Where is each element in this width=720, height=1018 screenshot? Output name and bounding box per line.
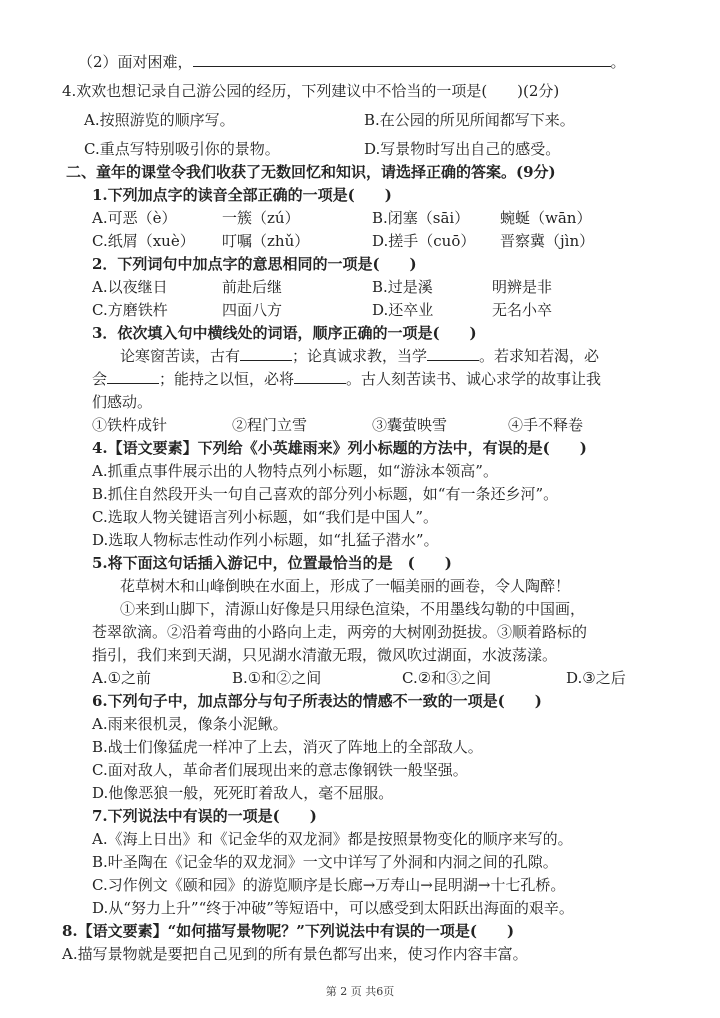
text-line: [566, 667, 626, 689]
page-footer: 第 2 页 共6页: [325, 985, 395, 998]
text-line: [92, 713, 288, 735]
line-text: A.按照游览的顺序写。: [84, 111, 235, 129]
text-line: [120, 575, 570, 597]
question-heading: [92, 322, 477, 344]
text-line: [92, 483, 558, 505]
text-line: [402, 667, 491, 689]
line-text: B.叶圣陶在《记金华的双龙洞》一文中详写了外洞和内洞之间的孔隙。: [92, 853, 558, 871]
question-heading: [92, 690, 542, 712]
line-text: 四面八方: [222, 301, 283, 319]
line-text: 指引，我们来到天湖，只见湖水清澈无瑕，微风吹过湖面，水波荡漾。: [92, 646, 558, 664]
question-heading: [92, 805, 317, 827]
question-heading: [92, 552, 452, 574]
text-line: [92, 460, 498, 482]
line-text: D.从“努力上升”“终于冲破”等短语中，可以感受到太阳跃出海面的艰辛。: [92, 899, 574, 917]
line-text: 6.下列句子中，加点部分与句子所表达的情感不一致的一项是( ): [92, 692, 542, 710]
line-text: B.闭塞（sāi）: [372, 209, 470, 227]
text-line: [500, 207, 591, 229]
question-heading: [66, 161, 556, 183]
question-heading: [92, 437, 587, 459]
line-text: A.①之前: [92, 669, 152, 687]
text-line: [372, 230, 475, 252]
text-line: [372, 207, 469, 229]
line-text: ②程门立雪: [232, 416, 308, 434]
line-text: 晋察冀（jìn）: [500, 232, 595, 250]
text-line: [232, 667, 321, 689]
text-line: [492, 299, 552, 321]
line-text: A.抓重点事件展示出的人物特点列小标题，如“游泳本领高”。: [92, 462, 498, 480]
text-line: [92, 276, 168, 298]
line-text: C.方磨铁杵: [92, 301, 168, 319]
text-line: [222, 230, 309, 252]
line-text: 。若求知若渴，必: [479, 347, 600, 365]
line-text: 明辨是非: [492, 278, 553, 296]
line-text: A.雨来很机灵，像条小泥鳅。: [92, 715, 288, 733]
text-line: [92, 851, 558, 873]
line-text: 2．下列词句中加点字的意思相同的一项是( ): [92, 255, 417, 273]
question-heading: [92, 184, 392, 206]
line-text: A.可恶（è）: [92, 209, 177, 227]
answer-blank[interactable]: [240, 346, 292, 361]
text-line: [92, 736, 483, 758]
text-line: [372, 299, 433, 321]
question-heading: [92, 253, 417, 275]
line-text: D.选取人物标志性动作列小标题，如“扎猛子潜水”。: [92, 531, 439, 549]
answer-blank[interactable]: [107, 369, 159, 384]
line-text: C.重点写特别吸引你的景物。: [84, 140, 280, 158]
line-text: ④手不释卷: [508, 416, 584, 434]
line-text: 花草树木和山峰倒映在水面上，形成了一幅美丽的画卷，令人陶醉！: [120, 577, 571, 595]
line-text: 论寒窗苦读，古有: [120, 347, 241, 365]
line-text: 会: [92, 370, 108, 388]
line-text: C.纸屑（xuè）: [92, 232, 195, 250]
text-line: [92, 621, 587, 643]
line-text: 。: [610, 53, 626, 71]
text-line: [222, 207, 300, 229]
line-text: A.以夜继日: [92, 278, 168, 296]
line-text: 4.欢欢也想记录自己游公园的经历，下列建议中不恰当的一项是( )(2分): [62, 82, 560, 100]
text-line: [92, 782, 393, 804]
text-line: [92, 299, 168, 321]
text-line: [222, 276, 282, 298]
text-line: [92, 529, 439, 551]
line-text: （2）面对困难，: [78, 53, 193, 71]
line-text: ；论真诚求教，当学: [292, 347, 428, 365]
line-text: B.战士们像猛虎一样冲了上去，消灭了阵地上的全部敌人。: [92, 738, 483, 756]
text-line: [364, 138, 560, 160]
line-text: 5.将下面这句话插入游记中，位置最恰当的是 ( ): [92, 554, 452, 572]
text-line: [120, 345, 599, 367]
line-text: B.①和②之间: [232, 669, 322, 687]
text-line: [508, 414, 583, 436]
answer-blank[interactable]: [193, 52, 611, 67]
line-text: 4.【语文要素】下列给《小英雄雨来》列小标题的方法中，有误的是( ): [92, 439, 587, 457]
text-line: [84, 138, 280, 160]
text-line: [222, 299, 282, 321]
line-text: C.面对敌人，革命者们展现出来的意志像钢铁一般坚强。: [92, 761, 468, 779]
line-text: B.过是溪: [372, 278, 433, 296]
question-heading: [62, 920, 514, 942]
text-line: [92, 230, 195, 252]
text-line: [62, 80, 559, 102]
text-line: [92, 368, 601, 390]
text-line: [92, 506, 438, 528]
line-text: 8.【语文要素】“如何描写景物呢？”下列说法中有误的一项是( ): [62, 922, 515, 940]
line-text: 前赴后继: [222, 278, 283, 296]
line-text: 1.下列加点字的读音全部正确的一项是( ): [92, 186, 392, 204]
text-line: [92, 667, 151, 689]
line-text: 苍翠欲滴。②沿着弯曲的小路向上走，两旁的大树刚劲挺拔。③顺着路标的: [92, 623, 588, 641]
line-text: A.《海上日出》和《记金华的双龙洞》都是按照景物变化的顺序来写的。: [92, 830, 573, 848]
answer-blank[interactable]: [294, 369, 346, 384]
line-text: D.③之后: [566, 669, 626, 687]
text-line: [92, 759, 468, 781]
text-line: [120, 598, 585, 620]
line-text: 。古人刻苦读书、诚心求学的故事让我: [346, 370, 602, 388]
text-line: [364, 109, 575, 131]
line-text: 蜿蜒（wān）: [500, 209, 592, 227]
text-line: [92, 897, 574, 919]
text-line: [78, 51, 626, 73]
text-line: [500, 230, 594, 252]
line-text: C.选取人物关键语言列小标题，如“我们是中国人”。: [92, 508, 439, 526]
text-line: [92, 391, 152, 413]
text-line: [92, 414, 167, 436]
line-text: C.②和③之间: [402, 669, 492, 687]
line-text: C.习作例文《颐和园》的游览顺序是长廊→万寿山→昆明湖→十七孔桥。: [92, 876, 566, 894]
line-text: 7.下列说法中有误的一项是( ): [92, 807, 317, 825]
text-line: [92, 207, 176, 229]
text-line: [232, 414, 307, 436]
text-line: [92, 644, 557, 666]
line-text: D.他像恶狼一般，死死盯着敌人，毫不屈服。: [92, 784, 394, 802]
line-text: ①铁杵成针: [92, 416, 168, 434]
line-text: ①来到山脚下，清源山好像是只用绿色渲染，不用墨线勾勒的中国画，: [120, 600, 586, 618]
line-text: D.搓手（cuō）: [372, 232, 476, 250]
line-text: B.在公园的所见所闻都写下来。: [364, 111, 575, 129]
line-text: B.抓住自然段开头一句自己喜欢的部分列小标题，如“有一条还乡河”。: [92, 485, 559, 503]
line-text: 3．依次填入句中横线处的词语，顺序正确的一项是( ): [92, 324, 477, 342]
line-text: 们感动。: [92, 393, 153, 411]
line-text: 叮嘱（zhǔ）: [222, 232, 310, 250]
line-text: ；能持之以恒，必将: [159, 370, 295, 388]
line-text: A.描写景物就是要把自己见到的所有景色都写出来，使习作内容丰富。: [62, 945, 528, 963]
text-line: [84, 109, 235, 131]
text-line: [492, 276, 552, 298]
line-text: 二、童年的课堂令我们收获了无数回忆和知识，请选择正确的答案。(9分): [66, 163, 556, 181]
text-line: [372, 276, 433, 298]
line-text: D.还卒业: [372, 301, 434, 319]
text-line: [92, 874, 565, 896]
text-line: [92, 828, 573, 850]
line-text: D.写景物时写出自己的感受。: [364, 140, 561, 158]
text-line: [62, 943, 528, 965]
text-line: [372, 414, 447, 436]
answer-blank[interactable]: [427, 346, 479, 361]
line-text: 无名小卒: [492, 301, 553, 319]
line-text: ③囊萤映雪: [372, 416, 448, 434]
line-text: 一簇（zú）: [222, 209, 300, 227]
